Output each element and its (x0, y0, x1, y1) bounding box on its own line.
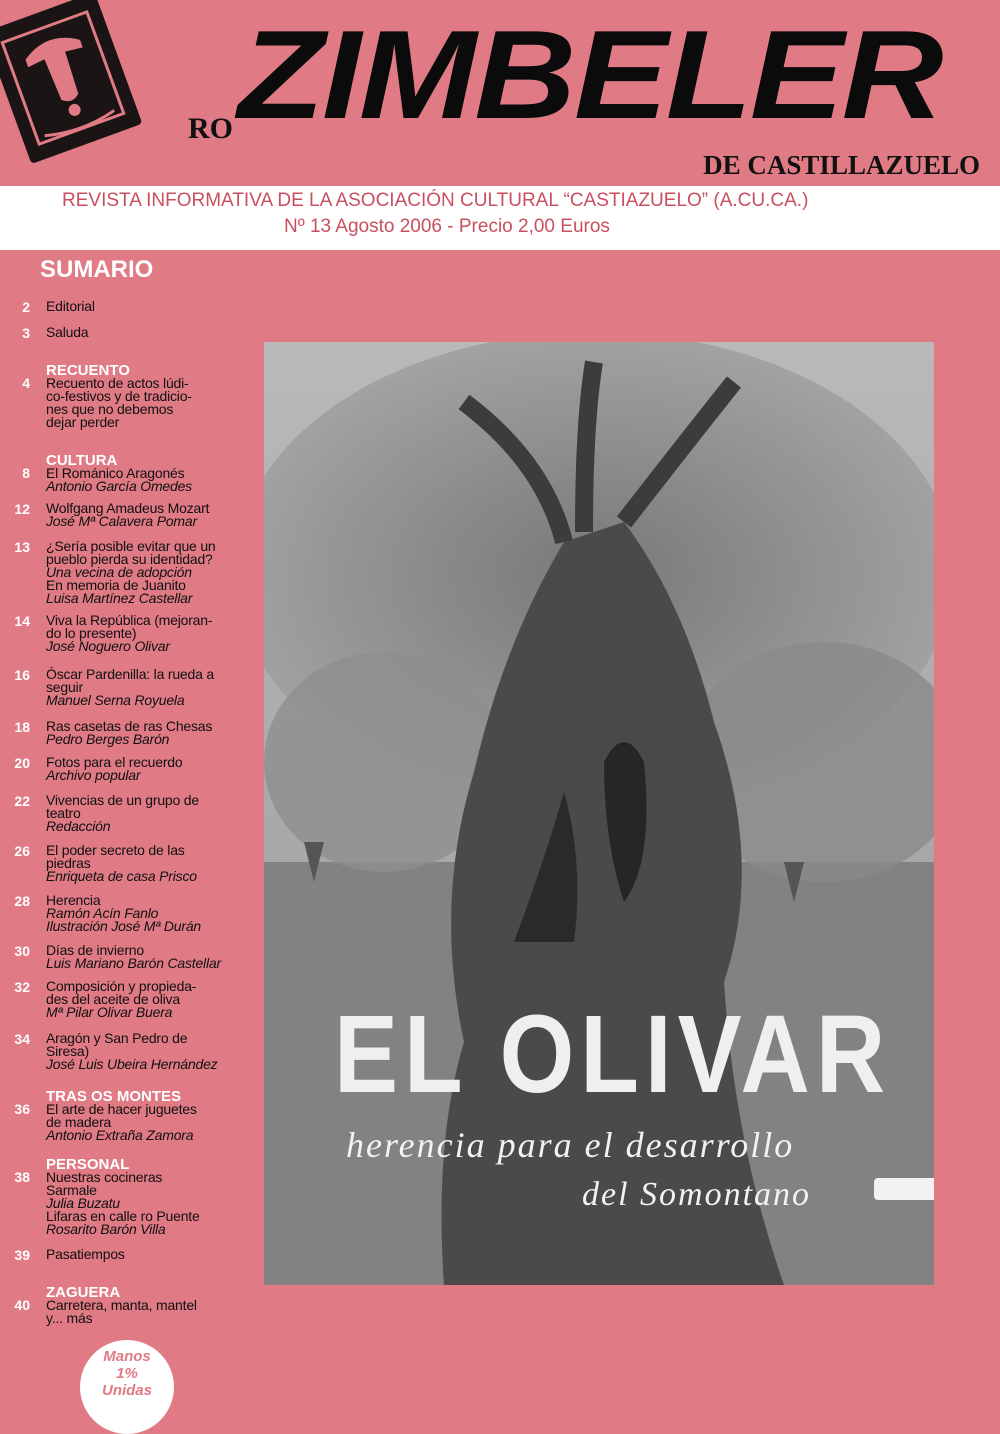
toc-author: Antonio García Omedes (46, 478, 192, 494)
cover-subtitle-line2: del Somontano (582, 1176, 812, 1213)
toc-article-title: pueblo pierda su identidad? (46, 551, 213, 567)
toc-article-title: nes que no debemos (46, 401, 174, 417)
info-band (0, 186, 1000, 250)
badge-line1: Manos (103, 1348, 151, 1365)
toc-author: Una vecina de adopción (46, 564, 192, 580)
toc-author: Luis Mariano Barón Castellar (46, 955, 221, 971)
toc-page-number: 38 (14, 1169, 30, 1185)
toc-article-title: Pasatiempos (46, 1246, 125, 1262)
toc-author: Rosarito Barón Villa (46, 1221, 166, 1237)
toc-page-number: 22 (14, 793, 30, 809)
cover-photo (264, 342, 934, 1285)
toc-article-title: de madera (46, 1114, 112, 1130)
toc-author: Pedro Berges Barón (46, 731, 170, 747)
toc-author: Redacción (46, 818, 111, 834)
toc-article-title: dejar perder (46, 414, 120, 430)
toc-page-number: 32 (14, 979, 30, 995)
toc-author: Ilustración José Mª Durán (46, 918, 202, 934)
toc-page-number: 2 (22, 299, 30, 315)
toc-article-title: Siresa) (46, 1043, 89, 1059)
masthead-subtitle: DE CASTILLAZUELO (703, 150, 980, 180)
toc-section-heading: TRAS OS MONTES (46, 1088, 182, 1105)
toc-author: Archivo popular (46, 767, 141, 783)
toc-article-title: En memoria de Juanito (46, 577, 186, 593)
toc-article-title: piedras (46, 855, 91, 871)
toc-section-heading: CULTURA (46, 452, 118, 469)
toc-page-number: 8 (22, 465, 30, 481)
toc-page-number: 16 (14, 667, 30, 683)
toc-author: José Luis Ubeira Hernández (46, 1056, 218, 1072)
toc-article-title: y... más (46, 1310, 93, 1326)
badge-line2: 1% (116, 1365, 138, 1382)
toc-section-heading: ZAGUERA (46, 1284, 121, 1301)
toc-page-number: 14 (14, 613, 30, 629)
issue-info: Nº 13 Agosto 2006 - Precio 2,00 Euros (284, 216, 610, 237)
toc-article-title: Ras casetas de ras Chesas (46, 718, 213, 734)
toc-section-heading: RECUENTO (46, 362, 130, 379)
toc-author: José Mª Calavera Pomar (46, 513, 197, 529)
toc-article-title: Lifaras en calle ro Puente (46, 1208, 200, 1224)
toc-author: Julia Buzatu (46, 1195, 120, 1211)
toc-author: Mª Pilar Olivar Buera (46, 1004, 173, 1020)
toc-author: Luisa Martínez Castellar (46, 590, 193, 606)
toc-article-title: Carretera, manta, mantel (46, 1297, 197, 1313)
toc-page-number: 3 (22, 325, 30, 341)
toc-article-title: ¿Sería posible evitar que un (46, 538, 216, 554)
toc-page-number: 20 (14, 755, 30, 771)
toc-author: Enriqueta de casa Prisco (46, 868, 197, 884)
toc-page-number: 30 (14, 943, 30, 959)
badge-line3: Unidas (101, 1382, 152, 1399)
toc-page-number: 36 (14, 1101, 30, 1117)
masthead-prefix: RO (188, 112, 233, 145)
toc-article-title: Nuestras cocineras (46, 1169, 163, 1185)
toc-article-title: teatro (46, 805, 81, 821)
toc-author: Manuel Serna Royuela (46, 692, 185, 708)
toc-page-number: 40 (14, 1297, 30, 1313)
toc-page-number: 26 (14, 843, 30, 859)
bell-logo-icon (0, 0, 142, 164)
cover-subtitle-line1: herencia para el desarrollo (346, 1125, 795, 1165)
toc-article-title: Saluda (46, 324, 89, 340)
cover-title: EL OLIVAR (334, 993, 892, 1117)
toc-article-title: Wolfgang Amadeus Mozart (46, 500, 210, 516)
toc-page-number: 4 (22, 375, 30, 391)
toc-article-title: Viva la República (mejoran- (46, 612, 213, 628)
toc-article-title: El arte de hacer juguetes (46, 1101, 197, 1117)
toc-page-number: 39 (14, 1247, 30, 1263)
toc-article-title: des del aceite de oliva (46, 991, 180, 1007)
toc-heading: SUMARIO (40, 256, 154, 283)
masthead-title: ZIMBELER (238, 4, 942, 145)
toc-author: Ramón Acín Fanlo (46, 905, 159, 921)
toc-article-title: Editorial (46, 298, 95, 314)
toc-article-title: do lo presente) (46, 625, 137, 641)
toc-article-title: El poder secreto de las (46, 842, 185, 858)
toc-article-title: Fotos para el recuerdo (46, 754, 183, 770)
toc-page-number: 28 (14, 893, 30, 909)
toc-page-number: 12 (14, 501, 30, 517)
toc-article-title: Vivencias de un grupo de (46, 792, 199, 808)
magazine-tagline: REVISTA INFORMATIVA DE LA ASOCIACIÓN CULTURAL “CASTIAZUELO” (A.CU.CA.) (62, 190, 809, 211)
toc-article-title: Sarmale (46, 1182, 97, 1198)
toc-article-title: Herencia (46, 892, 101, 908)
toc-article-title: Días de invierno (46, 942, 144, 958)
toc-page-number: 18 (14, 719, 30, 735)
toc-page-number: 34 (14, 1031, 30, 1047)
toc-article-title: Composición y propieda- (46, 978, 197, 994)
toc-section-heading: PERSONAL (46, 1156, 130, 1173)
cover-tab-mark (874, 1178, 934, 1200)
toc-author: José Noguero Olivar (46, 638, 170, 654)
toc-article-title: seguir (46, 679, 83, 695)
toc-page-number: 13 (14, 539, 30, 555)
manos-unidas-badge (80, 1340, 174, 1434)
toc-article-title: co-festivos y de tradicio- (46, 388, 192, 404)
toc-article-title: Recuento de actos lúdi- (46, 375, 189, 391)
toc-article-title: Óscar Pardenilla: la rueda a (46, 666, 214, 682)
toc-author: Antonio Extraña Zamora (46, 1127, 194, 1143)
toc-article-title: Aragón y San Pedro de (46, 1030, 188, 1046)
toc-article-title: El Románico Aragonés (46, 465, 185, 481)
